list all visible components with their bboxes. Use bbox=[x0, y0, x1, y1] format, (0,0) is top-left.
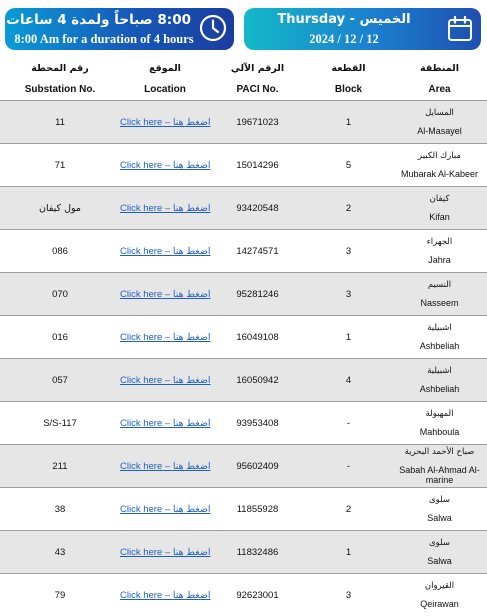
time-english: 8:00 Am for a duration of 4 hours bbox=[11, 32, 197, 47]
block-cell: 1 bbox=[305, 531, 392, 574]
area-cell bbox=[392, 230, 487, 273]
area-english: Sabah Al-Ahmad Al-marine bbox=[392, 465, 487, 485]
location-cell bbox=[120, 531, 210, 574]
location-link[interactable]: Click here – اضغط هنا bbox=[120, 289, 211, 300]
area-cell bbox=[392, 316, 487, 359]
area-cell bbox=[392, 359, 487, 402]
table-row bbox=[0, 574, 487, 616]
area-english: Salwa bbox=[392, 513, 487, 523]
area-arabic: القيروان bbox=[392, 581, 487, 591]
link-ar: اضغط هنا bbox=[173, 246, 211, 257]
location-link[interactable]: Click here – اضغط هنا bbox=[120, 246, 211, 257]
substation-cell: 43 bbox=[0, 531, 120, 574]
header-location-ar: الموقع bbox=[120, 63, 210, 74]
table-row bbox=[0, 101, 487, 144]
location-link[interactable]: Click here – اضغط هنا bbox=[120, 332, 211, 343]
link-ar: اضغط هنا bbox=[173, 160, 211, 171]
table-row bbox=[0, 187, 487, 230]
link-en: Click here bbox=[120, 203, 162, 214]
table-row bbox=[0, 445, 487, 488]
location-cell bbox=[120, 445, 210, 488]
link-en: Click here bbox=[120, 246, 162, 257]
table-row bbox=[0, 273, 487, 316]
day-arabic: الخميس bbox=[360, 12, 411, 27]
substation-cell: 38 bbox=[0, 488, 120, 531]
header-substation-en: Substation No. bbox=[0, 84, 120, 95]
substation-cell: 79 bbox=[0, 574, 120, 616]
header-paci bbox=[210, 58, 305, 101]
area-arabic: الجهراء bbox=[392, 237, 487, 247]
area-cell bbox=[392, 144, 487, 187]
link-ar: اضغط هنا bbox=[173, 504, 211, 515]
table-row bbox=[0, 488, 487, 531]
location-link[interactable]: Click here – اضغط هنا bbox=[120, 117, 211, 128]
block-cell: - bbox=[305, 445, 392, 488]
header-location bbox=[120, 58, 210, 101]
link-ar: اضغط هنا bbox=[173, 203, 211, 214]
area-english: Mahboula bbox=[392, 427, 487, 437]
day-separator: - bbox=[345, 12, 359, 27]
area-english: Jahra bbox=[392, 255, 487, 265]
table-header bbox=[0, 58, 487, 101]
area-arabic: سلوى bbox=[392, 538, 487, 548]
link-en: Click here bbox=[120, 547, 162, 558]
area-english: Ashbeliah bbox=[392, 384, 487, 394]
link-en: Click here bbox=[120, 117, 162, 128]
substation-cell: 71 bbox=[0, 144, 120, 187]
link-en: Click here bbox=[120, 590, 162, 601]
area-cell bbox=[392, 101, 487, 144]
area-arabic: مبارك الكبير bbox=[392, 151, 487, 161]
block-cell: 5 bbox=[305, 144, 392, 187]
location-link[interactable]: Click here – اضغط هنا bbox=[120, 203, 211, 214]
paci-cell: 93953408 bbox=[210, 402, 305, 445]
block-cell: 2 bbox=[305, 187, 392, 230]
area-cell bbox=[392, 531, 487, 574]
paci-cell: 11855928 bbox=[210, 488, 305, 531]
table-row bbox=[0, 230, 487, 273]
table-row bbox=[0, 359, 487, 402]
table-body bbox=[0, 101, 487, 616]
paci-cell: 11832486 bbox=[210, 531, 305, 574]
date-text: 2024 / 12 / 12 bbox=[252, 32, 436, 47]
header-block-ar: القطعة bbox=[305, 63, 392, 74]
area-english: Qeirawan bbox=[392, 599, 487, 609]
substation-cell: مول كيفان bbox=[0, 187, 120, 230]
date-banner bbox=[244, 8, 481, 50]
block-cell: 2 bbox=[305, 488, 392, 531]
header-substation-ar: رقم المحطة bbox=[0, 63, 120, 74]
location-cell bbox=[120, 402, 210, 445]
outage-table bbox=[0, 58, 487, 616]
area-arabic: اشبيلية bbox=[392, 323, 487, 333]
block-cell: - bbox=[305, 402, 392, 445]
location-link[interactable]: Click here – اضغط هنا bbox=[120, 504, 211, 515]
link-ar: اضغط هنا bbox=[173, 332, 211, 343]
link-ar: اضغط هنا bbox=[173, 418, 211, 429]
paci-cell: 92623001 bbox=[210, 574, 305, 616]
location-cell bbox=[120, 101, 210, 144]
substation-cell: 11 bbox=[0, 101, 120, 144]
paci-cell: 15014296 bbox=[210, 144, 305, 187]
calendar-icon bbox=[446, 15, 474, 43]
substation-cell: S/S-117 bbox=[0, 402, 120, 445]
link-en: Click here bbox=[120, 160, 162, 171]
location-link[interactable]: Click here – اضغط هنا bbox=[120, 547, 211, 558]
day-english: Thursday bbox=[277, 12, 345, 27]
time-arabic: 8:00 صباحاً ولمدة 4 ساعات bbox=[27, 12, 191, 28]
header-block bbox=[305, 58, 392, 101]
location-link[interactable]: Click here – اضغط هنا bbox=[120, 375, 211, 386]
location-cell bbox=[120, 316, 210, 359]
block-cell: 3 bbox=[305, 230, 392, 273]
area-arabic: المهبولة bbox=[392, 409, 487, 419]
area-arabic: سلوى bbox=[392, 495, 487, 505]
area-cell bbox=[392, 187, 487, 230]
paci-cell: 95602409 bbox=[210, 445, 305, 488]
paci-cell: 19671023 bbox=[210, 101, 305, 144]
day-line bbox=[252, 12, 436, 27]
header-area bbox=[392, 58, 487, 101]
link-ar: اضغط هنا bbox=[173, 461, 211, 472]
area-cell bbox=[392, 574, 487, 616]
location-cell bbox=[120, 144, 210, 187]
paci-cell: 16050942 bbox=[210, 359, 305, 402]
location-cell bbox=[120, 187, 210, 230]
link-ar: اضغط هنا bbox=[173, 289, 211, 300]
area-arabic: النسيم bbox=[392, 280, 487, 290]
block-cell: 3 bbox=[305, 273, 392, 316]
header-paci-en: PACI No. bbox=[210, 84, 305, 95]
area-english: Nasseem bbox=[392, 298, 487, 308]
area-arabic: اشبيلية bbox=[392, 366, 487, 376]
location-link[interactable]: Click here – اضغط هنا bbox=[120, 461, 211, 472]
area-english: Mubarak Al-Kabeer bbox=[392, 169, 487, 179]
header-substation bbox=[0, 58, 120, 101]
clock-icon bbox=[199, 14, 227, 42]
block-cell: 1 bbox=[305, 316, 392, 359]
substation-cell: 086 bbox=[0, 230, 120, 273]
table-row bbox=[0, 316, 487, 359]
block-cell: 1 bbox=[305, 101, 392, 144]
paci-cell: 14274571 bbox=[210, 230, 305, 273]
area-cell bbox=[392, 488, 487, 531]
block-cell: 4 bbox=[305, 359, 392, 402]
table-row bbox=[0, 531, 487, 574]
substation-cell: 211 bbox=[0, 445, 120, 488]
link-en: Click here bbox=[120, 332, 162, 343]
substation-cell: 057 bbox=[0, 359, 120, 402]
link-en: Click here bbox=[120, 375, 162, 386]
area-arabic: صباح الأحمد البحرية bbox=[392, 447, 487, 457]
area-arabic: المسايل bbox=[392, 108, 487, 118]
link-en: Click here bbox=[120, 504, 162, 515]
location-cell bbox=[120, 273, 210, 316]
link-ar: اضغط هنا bbox=[173, 590, 211, 601]
area-arabic: كيفان bbox=[392, 194, 487, 204]
table-row bbox=[0, 402, 487, 445]
link-ar: اضغط هنا bbox=[173, 117, 211, 128]
area-cell bbox=[392, 273, 487, 316]
paci-cell: 95281246 bbox=[210, 273, 305, 316]
location-link[interactable]: Click here – اضغط هنا bbox=[120, 160, 211, 171]
location-link[interactable]: Click here – اضغط هنا bbox=[120, 590, 211, 601]
substation-cell: 070 bbox=[0, 273, 120, 316]
area-english: Salwa bbox=[392, 556, 487, 566]
area-cell bbox=[392, 445, 487, 488]
link-en: Click here bbox=[120, 289, 162, 300]
time-banner bbox=[5, 8, 234, 50]
area-cell bbox=[392, 402, 487, 445]
table-row bbox=[0, 144, 487, 187]
area-english: Al-Masayel bbox=[392, 126, 487, 136]
header-area-ar: المنطقة bbox=[392, 63, 487, 74]
link-en: Click here bbox=[120, 418, 162, 429]
header-block-en: Block bbox=[305, 84, 392, 95]
block-cell: 3 bbox=[305, 574, 392, 616]
area-english: Ashbeliah bbox=[392, 341, 487, 351]
link-ar: اضغط هنا bbox=[173, 375, 211, 386]
location-cell bbox=[120, 574, 210, 616]
paci-cell: 93420548 bbox=[210, 187, 305, 230]
location-cell bbox=[120, 230, 210, 273]
header-paci-ar: الرقم الآلي bbox=[210, 63, 305, 74]
location-cell bbox=[120, 359, 210, 402]
location-link[interactable]: Click here – اضغط هنا bbox=[120, 418, 211, 429]
location-cell bbox=[120, 488, 210, 531]
link-ar: اضغط هنا bbox=[173, 547, 211, 558]
substation-cell: 016 bbox=[0, 316, 120, 359]
link-en: Click here bbox=[120, 461, 162, 472]
area-english: Kifan bbox=[392, 212, 487, 222]
paci-cell: 16049108 bbox=[210, 316, 305, 359]
header-area-en: Area bbox=[392, 84, 487, 95]
header-location-en: Location bbox=[120, 84, 210, 95]
